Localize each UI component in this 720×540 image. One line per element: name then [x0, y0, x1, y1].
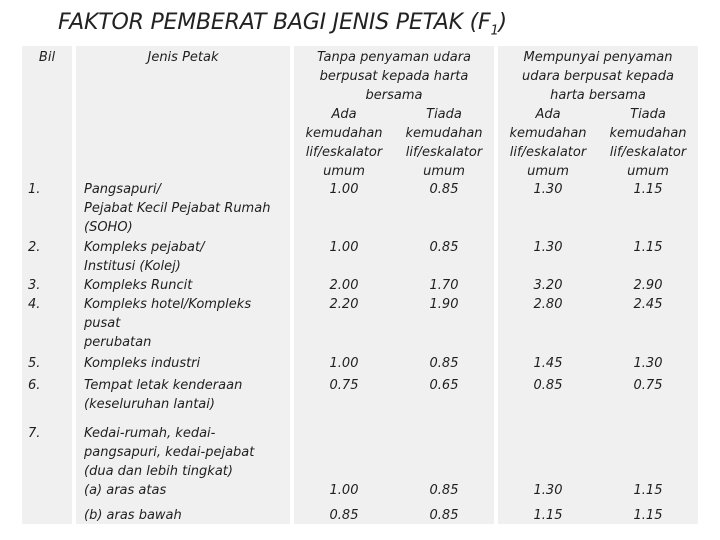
row-6-v1: 0.75	[329, 378, 359, 393]
row-6-v3: 0.85	[533, 378, 563, 393]
subheader-tiada-2: Tiada kemudahan lif/eskalator umum	[609, 107, 687, 179]
row-7b-v2: 0.85	[429, 508, 459, 523]
row-1-jenis: Pangsapuri/ Pejabat Kecil Pejabat Rumah (SOHO)	[84, 182, 271, 235]
subheader-ada-1: Ada kemudahan lif/eskalator umum	[305, 107, 383, 179]
subheader-tiada-1: Tiada kemudahan lif/eskalator umum	[405, 107, 483, 179]
row-3-v3: 3.20	[533, 278, 563, 293]
row-7b-v3: 1.15	[533, 508, 563, 523]
row-3-bil: 3.	[28, 278, 41, 293]
row-3-jenis: Kompleks Runcit	[84, 278, 193, 293]
row-2-v4: 1.15	[633, 240, 663, 255]
header-jenis-petak: Jenis Petak	[147, 50, 219, 65]
row-1-v3: 1.30	[533, 182, 563, 197]
row-2-jenis: Kompleks pejabat/ Institusi (Kolej)	[84, 240, 205, 274]
header-group-tanpa: Tanpa penyaman udara berpusat kepada harta bersama	[316, 50, 472, 103]
row-7-jenis: Kedai-rumah, kedai- pangsapuri, kedai-pejabat (dua dan lebih tingkat) (a) aras atas	[84, 426, 255, 498]
weighting-table	[22, 46, 698, 524]
row-5-v1: 1.00	[329, 356, 359, 371]
row-1-v2: 0.85	[429, 182, 459, 197]
row-1-v1: 1.00	[329, 182, 359, 197]
row-2-v1: 1.00	[329, 240, 359, 255]
row-5-jenis: Kompleks industri	[84, 356, 201, 371]
row-6-jenis: Tempat letak kenderaan (keseluruhan lantai)	[84, 378, 243, 412]
row-7b-v4: 1.15	[633, 508, 663, 523]
row-3-v1: 2.00	[329, 278, 359, 293]
row-4-v1: 2.20	[329, 297, 359, 312]
row-7-v1: 1.00	[329, 483, 359, 498]
row-6-v4: 0.75	[633, 378, 663, 393]
row-4-v3: 2.80	[533, 297, 563, 312]
row-7-v2: 0.85	[429, 483, 459, 498]
row-5-bil: 5.	[28, 356, 41, 371]
page-title: FAKTOR PEMBERAT BAGI JENIS PETAK $(F_1)$	[58, 10, 507, 39]
row-1-bil: 1.	[28, 182, 41, 197]
row-5-v2: 0.85	[429, 356, 459, 371]
row-1-v4: 1.15	[633, 182, 663, 197]
row-2-bil: 2.	[28, 240, 41, 255]
row-7b-jenis: (b) aras bawah	[84, 508, 182, 523]
row-7-v4: 1.15	[633, 483, 663, 498]
row-7-v3: 1.30	[533, 483, 563, 498]
row-4-v4: 2.45	[633, 297, 663, 312]
row-2-v2: 0.85	[429, 240, 459, 255]
row-6-v2: 0.65	[429, 378, 459, 393]
row-4-bil: 4.	[28, 297, 41, 312]
row-7b-v1: 0.85	[329, 508, 359, 523]
row-3-v2: 1.70	[429, 278, 459, 293]
row-6-bil: 6.	[28, 378, 41, 393]
row-7-bil: 7.	[28, 426, 41, 441]
row-3-v4: 2.90	[633, 278, 663, 293]
row-2-v3: 1.30	[533, 240, 563, 255]
subheader-ada-2: Ada kemudahan lif/eskalator umum	[509, 107, 587, 179]
header-bil: Bil	[38, 50, 56, 65]
row-5-v3: 1.45	[533, 356, 563, 371]
row-5-v4: 1.30	[633, 356, 663, 371]
row-4-v2: 1.90	[429, 297, 459, 312]
row-4-jenis: Kompleks hotel/Kompleks pusat perubatan	[84, 297, 252, 350]
header-group-mempunyai: Mempunyai penyaman udara berpusat kepada harta bersama	[522, 50, 674, 103]
